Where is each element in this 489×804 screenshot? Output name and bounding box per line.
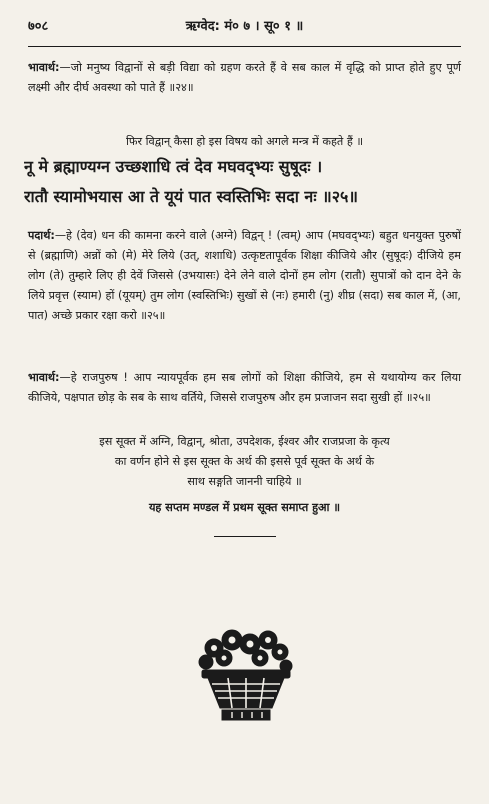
section-divider [214, 536, 276, 537]
bhavartha-text: —हे राजपुरुष ! आप न्यायपूर्वक हम सब लोगों को शिक्षा कीजिये, हम से यथायोग्य कर लिया कीजिये, पक्षपात छोड़ के सब के साथ वर्तिये, जिससे राजपुरुष और हम प्रजाजन सदा सुखी हों ॥२५॥ [28, 371, 461, 404]
padartha-label: पदार्थ: [28, 229, 55, 242]
mantra-line-1: नू मे ब्रह्माण्यग्न उच्छशाधि त्वं देव मघवद्भ्यः सुषूदः । [24, 157, 323, 176]
running-head: ऋग्वेद: मं० ७ । सू० १ ॥ [185, 19, 304, 34]
flower-basket-icon [192, 626, 300, 724]
page-header [28, 16, 461, 38]
summary-line: का वर्णन होने से इस सूक्त के अर्थ की इससे पूर्व सूक्त के अर्थ के [114, 455, 375, 468]
colophon: यह सप्तम मण्डल में प्रथम सूक्त समाप्त हुआ ॥ [148, 501, 341, 514]
bhavartha-paragraph-1 [28, 58, 461, 98]
intro-line: फिर विद्वान् कैसा हो इस विषय को अगले मन्त्र में कहते हैं ॥ [125, 135, 364, 148]
bhavartha-label: भावार्थ: [28, 61, 60, 74]
bhavartha-label: भावार्थ: [28, 371, 60, 384]
bhavartha-paragraph-2 [28, 368, 461, 408]
bhavartha-text: —जो मनुष्य विद्वानों से बड़ी विद्या को ग्रहण करते हैं वे सब काल में वृद्धि को प्राप्त होते हुए पूर्ण लक्ष्मी और दीर्घ अवस्था को पाते हैं ॥२४॥ [28, 61, 461, 94]
page-number: ७०८ [28, 19, 49, 34]
padartha-text: —हे (देव) धन की कामना करने वाले (अग्ने) विद्वन् ! (त्वम्) आप (मघवद्भ्यः) बहुत धनयुक्त पुरुषों से (ब्रह्माणि) अन्नों को (मे) मेरे लिये (उत्, शशाधि) उत्कृष्टतापूर्वक शिक्षा कीजिये और (सुषूदः) दीजिये हम लोग (ते) तुम्हारे लिए ही देवें जिससे (उभयासः) देने लेने वाले दोनों हम लोग (रातौ) सुपात्रों को दान देने के लिये प्रवृत्त (स्याम) हों (यूयम्) तुम लोग (स्वस्तिभिः) सुखों से (नः) हमारी (नु) शीघ्र (सदा) सब काल में, (आ, पात) अच्छे प्रकार रक्षा करो ॥२५॥ [28, 229, 461, 322]
padartha-paragraph [28, 226, 461, 326]
summary-line: साथ सङ्गति जाननी चाहिये ॥ [187, 475, 302, 488]
header-rule [28, 46, 461, 47]
summary-line: इस सूक्त में अग्नि, विद्वान्, श्रोता, उपदेशक, ईश्वर और राजप्रजा के कृत्य [99, 435, 390, 448]
mantra-line-2: रातौ स्यामोभयास आ ते यूयं पात स्वस्तिभिः सदा नः ॥२५॥ [24, 187, 358, 206]
summary-paragraph [28, 432, 461, 492]
